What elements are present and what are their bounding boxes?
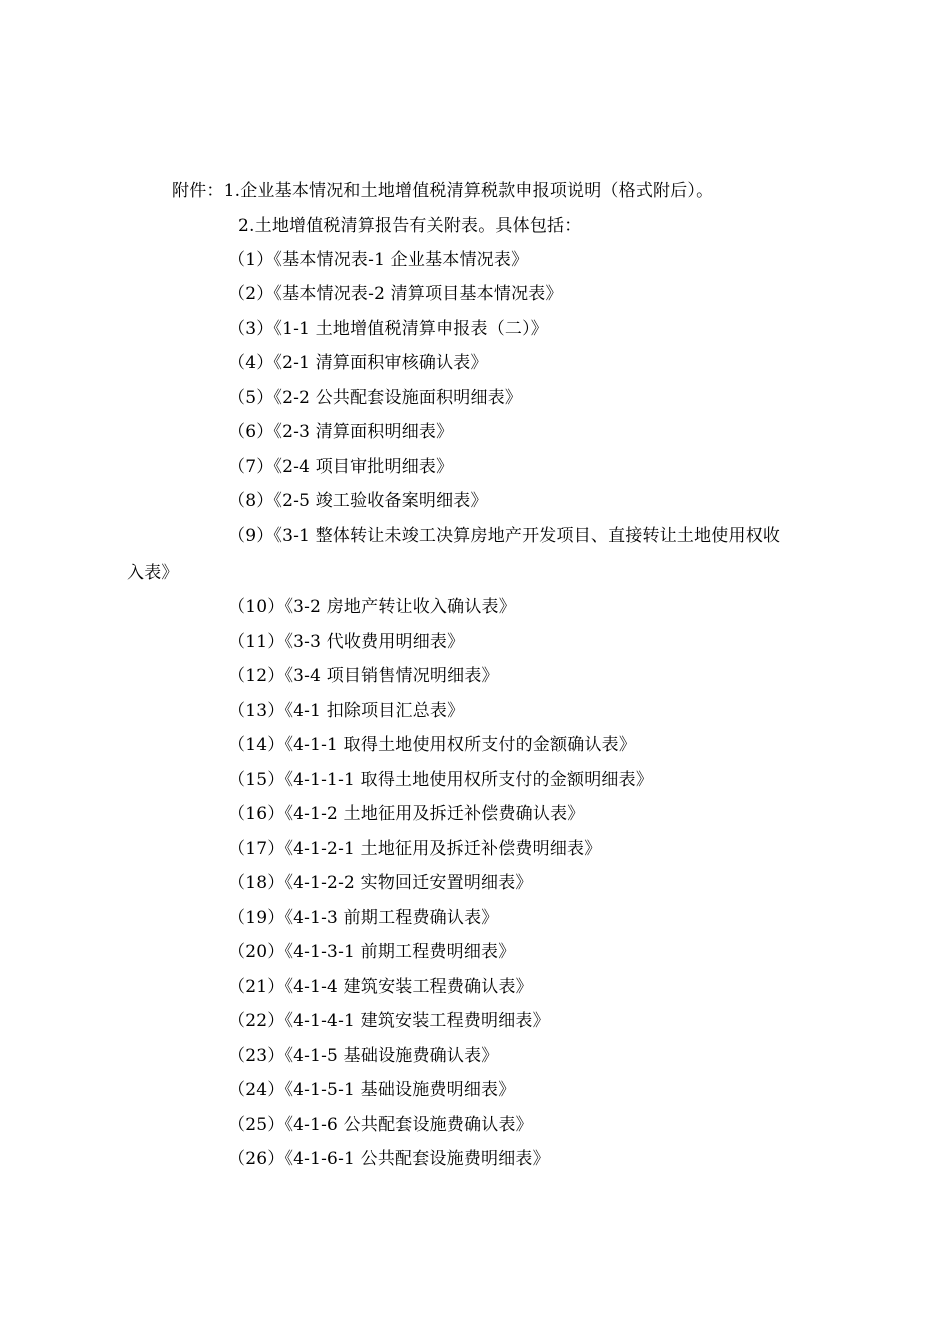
- list-item: （24）《4-1-5-1 基础设施费明细表》: [228, 1080, 516, 1100]
- list-item: （4）《2-1 清算面积审核确认表》: [228, 353, 488, 373]
- list-item-continuation: 入表》: [127, 563, 179, 583]
- list-item: （22）《4-1-4-1 建筑安装工程费明细表》: [228, 1011, 550, 1031]
- attachment-label: 附件：: [172, 181, 224, 201]
- list-item: （26）《4-1-6-1 公共配套设施费明细表》: [228, 1149, 550, 1169]
- list-item: （16）《4-1-2 土地征用及拆迁补偿费确认表》: [228, 804, 585, 824]
- list-item: （6）《2-3 清算面积明细表》: [228, 422, 454, 442]
- attachment-heading-line: [172, 180, 713, 202]
- list-item: （7）《2-4 项目审批明细表》: [228, 457, 454, 477]
- list-item: （19）《4-1-3 前期工程费确认表》: [228, 908, 499, 928]
- list-item: （17）《4-1-2-1 土地征用及拆迁补偿费明细表》: [228, 839, 602, 859]
- list-item: （12）《3-4 项目销售情况明细表》: [228, 666, 499, 686]
- list-item: （10）《3-2 房地产转让收入确认表》: [228, 597, 516, 617]
- list-item: （8）《2-5 竣工验收备案明细表》: [228, 491, 488, 511]
- list-item: （11）《3-3 代收费用明细表》: [228, 632, 465, 652]
- list-item: （20）《4-1-3-1 前期工程费明细表》: [228, 942, 516, 962]
- list-item: （5）《2-2 公共配套设施面积明细表》: [228, 388, 523, 408]
- list-item: （9）《3-1 整体转让未竣工决算房地产开发项目、直接转让土地使用权收: [228, 526, 781, 546]
- attachment-item-2: 2.土地增值税清算报告有关附表。具体包括：: [238, 216, 582, 236]
- list-item: （25）《4-1-6 公共配套设施费确认表》: [228, 1115, 533, 1135]
- list-item: （21）《4-1-4 建筑安装工程费确认表》: [228, 977, 533, 997]
- list-item: （23）《4-1-5 基础设施费确认表》: [228, 1046, 499, 1066]
- list-item: （14）《4-1-1 取得土地使用权所支付的金额确认表》: [228, 735, 637, 755]
- list-item: （3）《1-1 土地增值税清算申报表（二）》: [228, 319, 549, 339]
- attachment-item-1: 1.企业基本情况和土地增值税清算税款申报项说明（格式附后）。: [223, 181, 714, 201]
- list-item: （2）《基本情况表-2 清算项目基本情况表》: [228, 284, 563, 304]
- list-item: （13）《4-1 扣除项目汇总表》: [228, 701, 465, 721]
- list-item: （18）《4-1-2-2 实物回迁安置明细表》: [228, 873, 533, 893]
- list-item: （1）《基本情况表-1 企业基本情况表》: [228, 250, 529, 270]
- list-item: （15）《4-1-1-1 取得土地使用权所支付的金额明细表》: [228, 770, 654, 790]
